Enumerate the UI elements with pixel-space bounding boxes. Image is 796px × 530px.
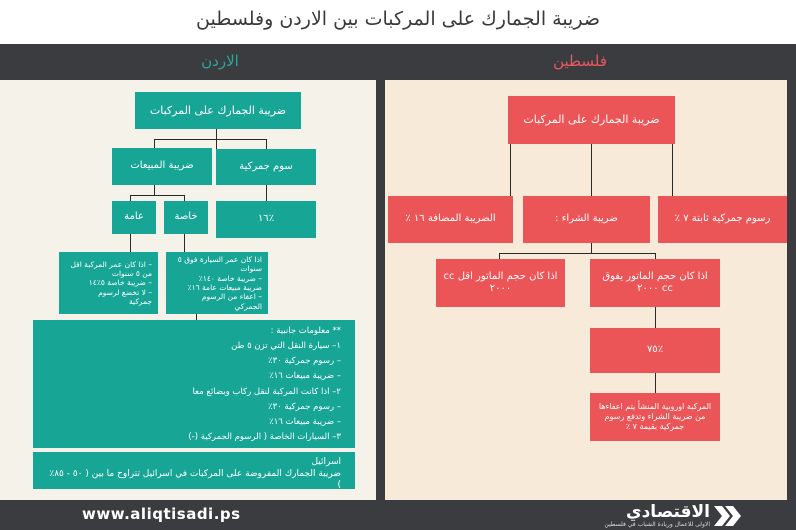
jordan-info-line: – رسوم جمركية ٣٠٪ — [268, 356, 341, 367]
connector-line — [591, 144, 592, 196]
jordan-older-line: جمركية — [129, 297, 152, 307]
palestine-header: فلسطين — [553, 52, 607, 70]
palestine-engine-large-box: اذا كان حجم الماتور يفوق cc ٢٠٠٠ — [590, 259, 720, 307]
header-band — [0, 44, 796, 80]
jordan-customs-fees-box: سوم جمركية — [216, 149, 316, 185]
connector-line — [655, 307, 656, 328]
connector-line — [499, 253, 655, 254]
page-title: ضريبة الجمارك على المركبات بين الاردن وفلسطين — [196, 8, 600, 30]
jordan-newer-line: ضريبة مبيعات عامة ١٦٪ — [187, 283, 262, 292]
connector-line — [672, 144, 673, 196]
jordan-older-line: من ٥ سنوات — [111, 268, 152, 278]
israel-title: اسرائيل — [311, 457, 341, 467]
jordan-root-box: ضريبة الجمارك على المركبات — [135, 92, 301, 129]
chevrons-icon — [714, 506, 748, 526]
jordan-special-box: خاصة — [164, 201, 208, 234]
palestine-engine-small-box: اذا كان حجم الماتور اقل cc ٢٠٠٠ — [436, 259, 565, 307]
connector-line — [266, 139, 267, 149]
connector-line — [266, 185, 267, 201]
logo-text: الاقتصادي — [626, 502, 710, 522]
jordan-newer-line: الجمركي — [234, 301, 262, 311]
palestine-european-note-box: المركبة اوروبية المنشأ يتم اعفاءها من ضريبة الشراء وتدفع رسوم جمركية بقيمة ٧ ٪ — [590, 393, 720, 441]
palestine-root-box: ضريبة الجمارك على المركبات — [508, 96, 675, 144]
jordan-info-line: – ضريبة مبيعات ١٦٪ — [269, 371, 341, 382]
connector-line — [655, 373, 656, 393]
connector-line — [130, 195, 184, 196]
jordan-older-line: – لا تخضع لرسوم — [98, 287, 152, 297]
brand-logo — [548, 502, 748, 529]
jordan-older-line: – اذا كان عمر المركبة اقل — [70, 259, 152, 269]
panel-divider — [376, 80, 385, 500]
jordan-info-line: ٣– السيارات الخاصة ( الرسوم الجمركية (-) — [188, 431, 341, 442]
palestine-vat-box: الضريبة المضافة ١٦ ٪ — [388, 196, 513, 243]
jordan-info-line: ٢– اذا كانت المركبة لنقل ركاب وبضائع معا — [192, 386, 341, 397]
connector-line — [130, 234, 131, 252]
jordan-sales-tax-box: ضريبة المبيعات — [112, 148, 212, 185]
jordan-header: الاردن — [201, 52, 239, 70]
jordan-customs-rate-box: ٪١٦ — [216, 201, 316, 238]
jordan-older-line: – ضريبة خاصة ٥٪١٤ — [88, 278, 152, 288]
palestine-rate-75-box: ٪٧٥ — [590, 328, 720, 373]
jordan-info-line: ١– سيارة النقل التي تزن ٥ طن — [231, 341, 341, 352]
connector-line — [510, 144, 511, 196]
jordan-newer-line: اذا كان عمر السيارة فوق ٥ — [177, 254, 262, 264]
jordan-newer-line: – ضريبة خاصة ١٤٠٪ — [198, 273, 262, 283]
website-link[interactable]: www.aliqtisadi.ps — [82, 505, 241, 523]
jordan-newer-line: سنوات — [240, 264, 262, 274]
jordan-older-than-5-box — [59, 252, 158, 314]
connector-line — [184, 234, 185, 252]
palestine-purchase-tax-box: ضريبة الشراء : — [523, 196, 650, 243]
jordan-newer-line: – اعفاء من الرسوم — [201, 292, 262, 302]
israel-text: ضريبة الجمارك المفروضة على المركبات في اسرائيل تتراوح ما بين ( ٥٠ - ٨٥٪ ) — [49, 468, 341, 491]
jordan-info-box — [33, 320, 355, 448]
israel-box — [33, 452, 355, 489]
connector-line — [591, 243, 592, 253]
jordan-info-line: – ضريبة مبيعات ١٦٪ — [269, 416, 341, 427]
jordan-info-line: – رسوم جمركية ٣٠٪ — [268, 401, 341, 412]
jordan-general-box: عامة — [112, 201, 156, 234]
palestine-customs-fixed-box: رسوم جمركية ثابتة ٧ ٪ — [658, 196, 787, 243]
logo-tagline: الاولى للاعمال وريادة الشباب في فلسطين — [604, 521, 710, 528]
jordan-info-line: ** معلومات جانبية : — [270, 326, 341, 336]
jordan-newer-than-5-box — [166, 252, 268, 314]
connector-line — [154, 139, 266, 140]
connector-line — [154, 185, 155, 195]
